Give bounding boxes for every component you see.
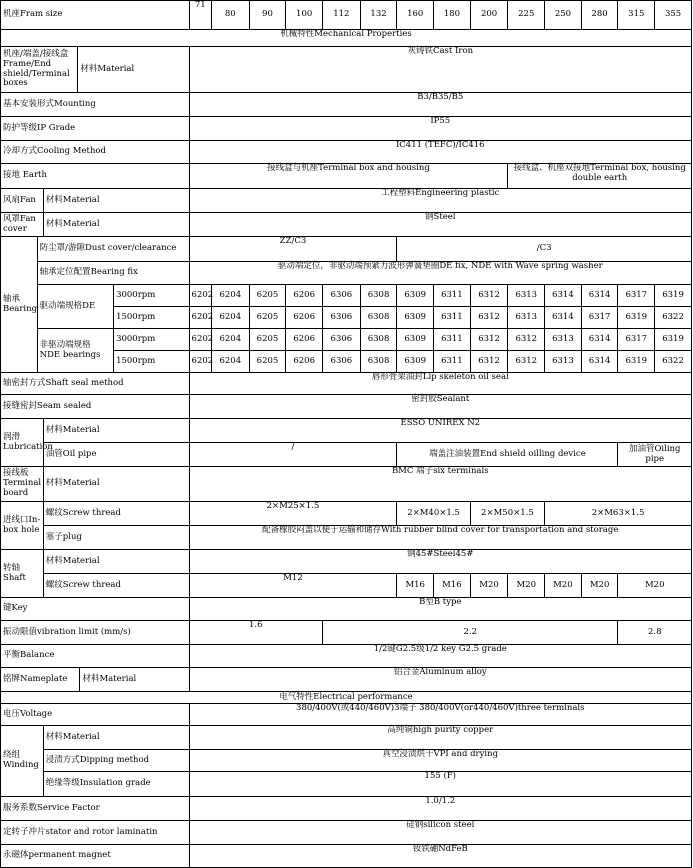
- bearing-cell: 6312: [470, 351, 508, 373]
- frame-size-cell: 160: [397, 1, 434, 30]
- service-factor-label: 服务系数Service Factor: [1, 797, 190, 821]
- bearing-cell: 6319: [618, 307, 655, 329]
- bearing-cell: 6205: [249, 285, 286, 307]
- frame-size-cell: 80: [211, 1, 249, 30]
- vibration-label: 振动限值vibration limit (mm/s): [1, 621, 190, 645]
- seam-label: 接缝密封Seam sealed: [1, 395, 190, 419]
- shaft-thread-label: 螺纹Screw thread: [43, 574, 189, 598]
- frame-size-cell: 250: [545, 1, 582, 30]
- earth-value-1: 接线盒与机座Terminal box and housing: [189, 164, 508, 189]
- nameplate-value: 铝合金Aluminum alloy: [189, 668, 691, 692]
- mounting-label: 基本安装形式Mounting: [1, 93, 190, 117]
- electrical-header: 电气特性Electrical performance: [1, 692, 692, 704]
- bearing-cell: 6312: [508, 329, 545, 351]
- shaft-thread-cell: M20: [545, 574, 582, 598]
- bearing-cell: 6202: [189, 351, 211, 373]
- fan-value: 工程塑料Engineering plastic: [189, 189, 691, 213]
- magnet-value: 钕铁硼NdFeB: [189, 845, 691, 868]
- bearing-cell: 6314: [581, 351, 618, 373]
- bearing-cell: 6308: [360, 285, 397, 307]
- shaft-label: 转轴Shaft: [1, 550, 44, 598]
- bearing-cell: 6206: [286, 329, 323, 351]
- bearing-cell: 6317: [618, 285, 655, 307]
- shaft-thread-cell: M20: [618, 574, 692, 598]
- bearing-cell: 6314: [581, 285, 618, 307]
- balance-value: 1/2键G2.5级1/2 key G2.5 grade: [189, 645, 691, 668]
- terminal-board-label: 接线板Terminal board: [1, 467, 44, 502]
- rpm-3000-label: 3000rpm: [114, 285, 189, 307]
- bearing-cell: 6312: [470, 329, 508, 351]
- bearing-cell: 6308: [360, 307, 397, 329]
- bearing-cell: 6308: [360, 351, 397, 373]
- lubrication-label: 润滑Lubrication: [1, 419, 44, 467]
- balance-label: 平衡Balance: [1, 645, 190, 668]
- terminal-board-sub: 材料Material: [43, 467, 189, 502]
- bearing-cell: 6206: [286, 351, 323, 373]
- bearing-cell: 6311: [434, 307, 471, 329]
- bearing-cell: 6312: [470, 285, 508, 307]
- bearing-dust-value-1: ZZ/C3: [189, 237, 397, 262]
- inbox-thread-3: 2×M50×1.5: [470, 502, 544, 526]
- bearing-cell: 6306: [323, 329, 361, 351]
- shaft-thread-cell: M16: [434, 574, 471, 598]
- bearing-cell: 6205: [249, 329, 286, 351]
- lube-material-label: 材料Material: [43, 419, 189, 443]
- frame-size-cell: 100: [286, 1, 323, 30]
- bearing-fix-value: 驱动端定位，非驱动端预紧力波形弹簧垫圈DE fix, NDE with Wave spring washer: [189, 262, 691, 285]
- fan-cover-label: 风罩Fan cover: [1, 213, 44, 237]
- inbox-thread-1: 2×M25×1.5: [189, 502, 397, 526]
- bearing-cell: 6311: [434, 329, 471, 351]
- inbox-plug-value: 配备橡胶闷盖以便于运输和储存With rubber blind cover for transportation and storage: [189, 526, 691, 550]
- inbox-thread-label: 螺纹Screw thread: [43, 502, 189, 526]
- nameplate-label: 铭牌Nameplate: [1, 668, 80, 692]
- mechanical-header: 机械特性Mechanical Properties: [1, 30, 692, 47]
- lube-material-value: ESSO UNIREX N2: [189, 419, 691, 443]
- earth-label: 接地 Earth: [1, 164, 190, 189]
- bearing-fix-label: 轴承定位配置Bearing fix: [37, 262, 189, 285]
- fan-label: 风扇Fan: [1, 189, 44, 213]
- voltage-label: 电压Voltage: [1, 704, 190, 726]
- bearing-cell: 6311: [434, 351, 471, 373]
- terminal-board-value: BMC 端子six terminals: [189, 467, 691, 502]
- bearing-cell: 6206: [286, 307, 323, 329]
- frame-size-cell: 71: [189, 1, 211, 30]
- inbox-thread-2: 2×M40×1.5: [397, 502, 470, 526]
- lube-pipe-value-2: 端盖注油装置End shield oilling device: [397, 443, 618, 467]
- shaft-seal-value: 唇形骨架油封Lip skeleton oil seal: [189, 373, 691, 395]
- bearing-cell: 6204: [211, 329, 249, 351]
- magnet-label: 永磁体permanent magnet: [1, 845, 190, 868]
- bearing-de-3000-row: [1, 285, 692, 307]
- frame-size-cell: 355: [655, 1, 692, 30]
- voltage-value: 380/400V(或440/460V)3端子 380/400V(or440/460V)three terminals: [189, 704, 691, 726]
- rpm-3000-label: 3000rpm: [114, 329, 189, 351]
- winding-material-value: 高纯铜high purity copper: [189, 726, 691, 750]
- cooling-label: 冷却方式Cooling Method: [1, 141, 190, 164]
- inbox-label: 进线口In-box hole: [1, 502, 44, 550]
- winding-material-label: 材料Material: [43, 726, 189, 750]
- vibration-value-3: 2.8: [618, 621, 692, 645]
- bearing-cell: 6311: [434, 285, 471, 307]
- frame-size-cell: 112: [323, 1, 361, 30]
- lube-pipe-value-1: /: [189, 443, 397, 467]
- bearing-cell: 6202: [189, 285, 211, 307]
- bearing-cell: 6306: [323, 351, 361, 373]
- rpm-1500-label: 1500rpm: [114, 351, 189, 373]
- winding-label: 绕组Winding: [1, 726, 44, 797]
- shaft-material-value: 钢45#Steel45#: [189, 550, 691, 574]
- frame-size-cell: 315: [618, 1, 655, 30]
- bearing-cell: 6309: [397, 351, 434, 373]
- bearing-cell: 6313: [508, 285, 545, 307]
- frame-size-cell: 180: [434, 1, 471, 30]
- inbox-thread-4: 2×M63×1.5: [545, 502, 692, 526]
- bearing-cell: 6317: [581, 307, 618, 329]
- stator-value: 硅钢silicon steel: [189, 821, 691, 845]
- winding-insulation-label: 绝缘等级Insulation grade: [43, 772, 189, 797]
- winding-dip-label: 浸渍方式Dipping method: [43, 750, 189, 772]
- lube-pipe-value-3: 加油管Oiling pipe: [618, 443, 692, 467]
- bearing-cell: 6308: [360, 329, 397, 351]
- fan-cover-value: 钢Steel: [189, 213, 691, 237]
- frame-size-cell: 225: [508, 1, 545, 30]
- frame-size-cell: 200: [470, 1, 508, 30]
- shaft-thread-cell: M20: [470, 574, 508, 598]
- bearing-cell: 6314: [581, 329, 618, 351]
- bearing-cell: 6319: [618, 351, 655, 373]
- shaft-thread-cell: M12: [189, 574, 397, 598]
- bearing-de-label: 驱动端规格DE: [37, 285, 113, 329]
- bearing-cell: 6306: [323, 285, 361, 307]
- frame-size-cell: 132: [360, 1, 397, 30]
- shaft-thread-cell: M20: [581, 574, 618, 598]
- inbox-plug-label: 塞子plug: [43, 526, 189, 550]
- bearing-dust-value-2: /C3: [397, 237, 692, 262]
- bearing-cell: 6322: [655, 351, 692, 373]
- bearing-cell: 6313: [545, 351, 582, 373]
- ip-value: IP55: [189, 117, 691, 141]
- shaft-material-label: 材料Material: [43, 550, 189, 574]
- key-label: 键Key: [1, 598, 190, 621]
- seam-value: 密封胶Sealant: [189, 395, 691, 419]
- lube-pipe-label: 油管Oil pipe: [43, 443, 189, 467]
- nameplate-sub: 材料Material: [80, 668, 189, 692]
- frame-material-sub: 材料Material: [78, 47, 189, 93]
- bearing-cell: 6309: [397, 329, 434, 351]
- bearing-cell: 6312: [508, 351, 545, 373]
- bearing-label: 轴承Bearing: [1, 237, 38, 373]
- frame-size-cell: 90: [249, 1, 286, 30]
- winding-insulation-value: 155 (F): [189, 772, 691, 797]
- bearing-cell: 6204: [211, 351, 249, 373]
- fan-sub: 材料Material: [43, 189, 189, 213]
- bearing-cell: 6313: [508, 307, 545, 329]
- earth-value-2: 接线盒、机座双接地Terminal box, housing double earth: [508, 164, 692, 189]
- bearing-cell: 6309: [397, 307, 434, 329]
- vibration-value-1: 1.6: [189, 621, 322, 645]
- bearing-cell: 6202: [189, 307, 211, 329]
- bearing-cell: 6309: [397, 285, 434, 307]
- stator-label: 定转子冲片stator and rotor laminatin: [1, 821, 190, 845]
- bearing-nde-label: 非驱动端规格NDE bearings: [37, 329, 113, 373]
- bearing-nde-3000-row: [1, 329, 692, 351]
- bearing-cell: 6306: [323, 307, 361, 329]
- frame-size-row: [1, 1, 692, 30]
- winding-dip-value: 真空浸渍烘干VPI and drying: [189, 750, 691, 772]
- bearing-dust-label: 防尘罩/游隙Dust cover/clearance: [37, 237, 189, 262]
- bearing-cell: 6202: [189, 329, 211, 351]
- ip-label: 防护等级IP Grade: [1, 117, 190, 141]
- bearing-cell: 6204: [211, 307, 249, 329]
- bearing-cell: 6317: [618, 329, 655, 351]
- cooling-value: IC411 (TEFC)/IC416: [189, 141, 691, 164]
- bearing-cell: 6205: [249, 307, 286, 329]
- key-value: B型B type: [189, 598, 691, 621]
- mounting-value: B3/B35/B5: [189, 93, 691, 117]
- service-factor-value: 1.0/1.2: [189, 797, 691, 821]
- bearing-cell: 6319: [655, 285, 692, 307]
- vibration-value-2: 2.2: [323, 621, 618, 645]
- shaft-thread-cell: M16: [397, 574, 434, 598]
- shaft-thread-cell: M20: [508, 574, 545, 598]
- shaft-seal-label: 轴密封方式Shaft seal method: [1, 373, 190, 395]
- frame-material-value: 灰铸铁Cast Iron: [189, 47, 691, 93]
- frame-size-cell: 280: [581, 1, 618, 30]
- bearing-cell: 6314: [545, 307, 582, 329]
- bearing-cell: 6312: [470, 307, 508, 329]
- bearing-cell: 6314: [545, 285, 582, 307]
- rpm-1500-label: 1500rpm: [114, 307, 189, 329]
- frame-size-label: 机座Fram size: [1, 1, 190, 30]
- bearing-cell: 6313: [545, 329, 582, 351]
- bearing-cell: 6205: [249, 351, 286, 373]
- fan-cover-sub: 材料Material: [43, 213, 189, 237]
- bearing-cell: 6204: [211, 285, 249, 307]
- bearing-cell: 6206: [286, 285, 323, 307]
- bearing-cell: 6322: [655, 307, 692, 329]
- bearing-cell: 6319: [655, 329, 692, 351]
- frame-material-label: 机座/端盖/接线盒Frame/End shield/Terminal boxes: [1, 47, 78, 93]
